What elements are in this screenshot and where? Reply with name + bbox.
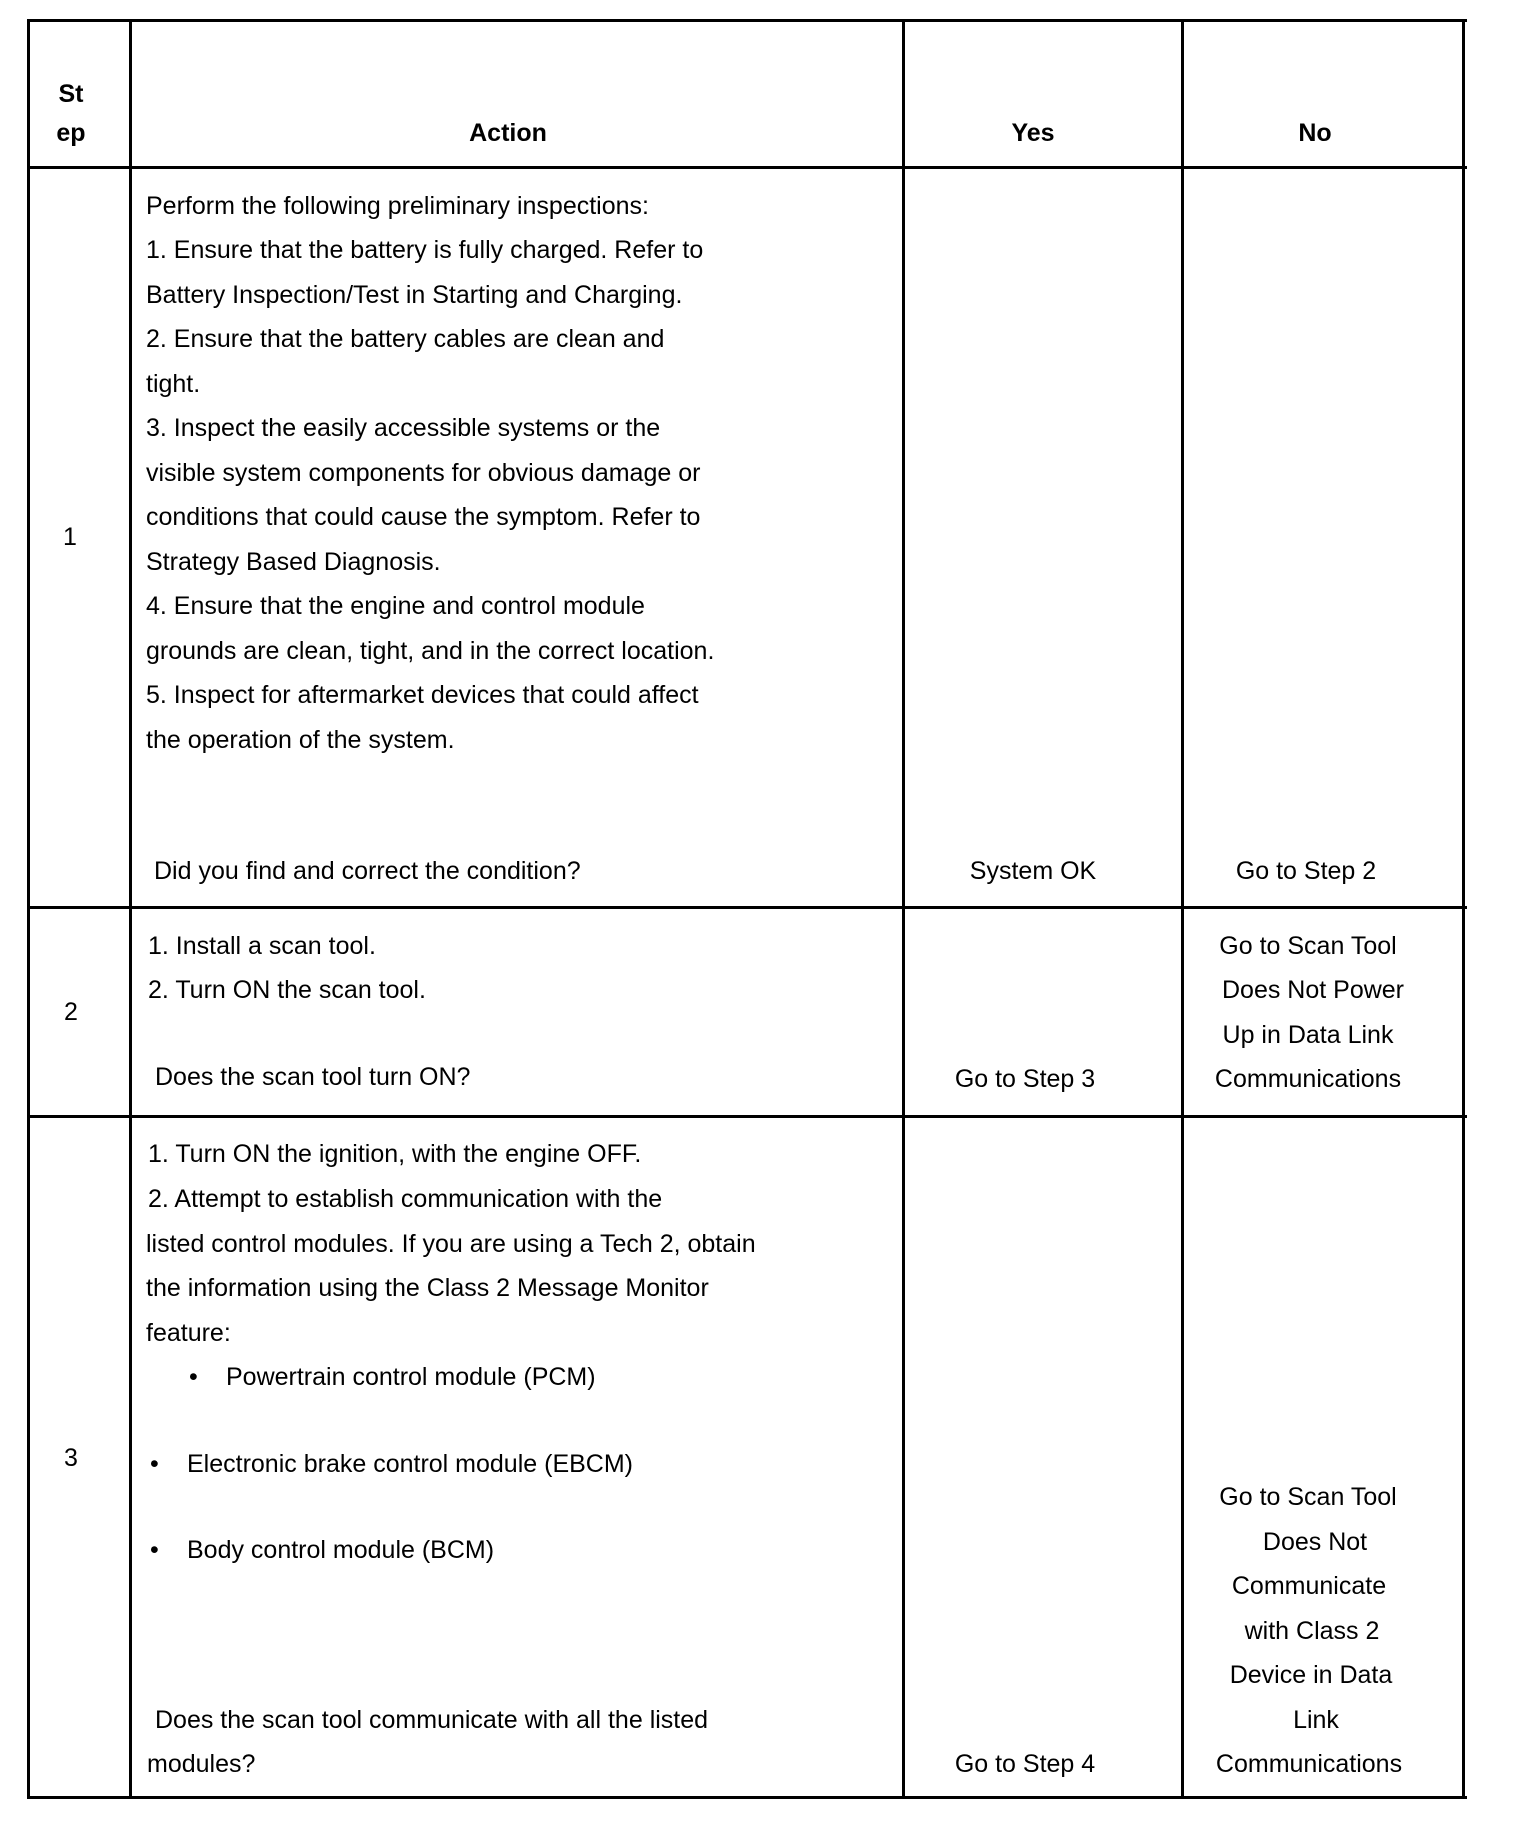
header-step: ep	[56, 119, 86, 147]
action-line: the information using the Class 2 Message Monitor	[146, 1274, 709, 1302]
header-divider	[27, 166, 1467, 169]
table-border-right	[1462, 19, 1465, 1799]
question: Does the scan tool turn ON?	[155, 1063, 471, 1091]
action-line: 3. Inspect the easily accessible systems or the	[146, 414, 661, 442]
column-divider	[1181, 19, 1184, 1799]
no-result: Communications	[1215, 1750, 1403, 1778]
action-line: Perform the following preliminary inspections:	[146, 192, 649, 220]
table-border-bottom	[27, 1796, 1467, 1799]
question: modules?	[147, 1750, 256, 1778]
column-divider	[902, 19, 905, 1799]
action-line: 4. Ensure that the engine and control module	[146, 592, 645, 620]
action-line: feature:	[146, 1319, 231, 1347]
no-result: Go to Step 2	[1235, 857, 1377, 885]
action-line: grounds are clean, tight, and in the correct location.	[146, 637, 715, 665]
yes-result: Go to Step 3	[954, 1065, 1096, 1093]
question: Did you find and correct the condition?	[154, 857, 581, 885]
row-divider	[27, 906, 1467, 909]
action-line: Strategy Based Diagnosis.	[146, 548, 441, 576]
action-line: 5. Inspect for aftermarket devices that could affect	[146, 681, 699, 709]
step-number: 1	[63, 523, 77, 551]
bullet-item: Body control module (BCM)	[187, 1536, 495, 1564]
action-line: listed control modules. If you are using a Tech 2, obtain	[146, 1230, 756, 1258]
header-yes: Yes	[1011, 119, 1055, 147]
no-result: Go to Scan Tool	[1219, 1483, 1397, 1511]
no-result: Go to Scan Tool	[1219, 932, 1397, 960]
yes-result: System OK	[969, 857, 1097, 885]
action-line: visible system components for obvious damage or	[146, 459, 701, 487]
table-border-left	[27, 19, 30, 1799]
action-line: 1. Ensure that the battery is fully charged. Refer to	[146, 236, 704, 264]
no-result: Device in Data	[1229, 1661, 1393, 1689]
question: Does the scan tool communicate with all the listed	[155, 1706, 709, 1734]
action-line: 2. Ensure that the battery cables are clean and	[146, 325, 665, 353]
action-line: tight.	[146, 370, 201, 398]
bullet-item: Powertrain control module (PCM)	[226, 1363, 596, 1391]
row-divider	[27, 1115, 1467, 1118]
action-line: conditions that could cause the symptom. Refer to	[146, 503, 701, 531]
header-action: Action	[469, 119, 547, 147]
bullet-item: Electronic brake control module (EBCM)	[187, 1450, 633, 1478]
column-divider	[129, 19, 132, 1799]
yes-result: Go to Step 4	[954, 1750, 1096, 1778]
header-step: St	[58, 80, 84, 108]
no-result: Does Not Power	[1221, 976, 1405, 1004]
bullet-icon: •	[150, 1450, 159, 1478]
action-line: the operation of the system.	[146, 726, 455, 754]
action-line: 1. Turn ON the ignition, with the engine OFF.	[148, 1140, 642, 1168]
no-result: Up in Data Link	[1222, 1021, 1394, 1049]
bullet-icon: •	[189, 1363, 198, 1391]
action-line: 1. Install a scan tool.	[148, 932, 376, 960]
header-no: No	[1298, 119, 1332, 147]
no-result: with Class 2	[1244, 1617, 1380, 1645]
no-result: Communicate	[1231, 1572, 1387, 1600]
table-border-top	[27, 19, 1467, 22]
no-result: Communications	[1214, 1065, 1402, 1093]
action-line: 2. Attempt to establish communication with the	[148, 1185, 663, 1213]
action-line: 2. Turn ON the scan tool.	[148, 976, 426, 1004]
no-result: Link	[1293, 1706, 1339, 1734]
bullet-icon: •	[150, 1536, 159, 1564]
step-number: 2	[64, 998, 78, 1026]
step-number: 3	[64, 1444, 78, 1472]
no-result: Does Not	[1262, 1528, 1368, 1556]
action-line: Battery Inspection/Test in Starting and Charging.	[146, 281, 683, 309]
